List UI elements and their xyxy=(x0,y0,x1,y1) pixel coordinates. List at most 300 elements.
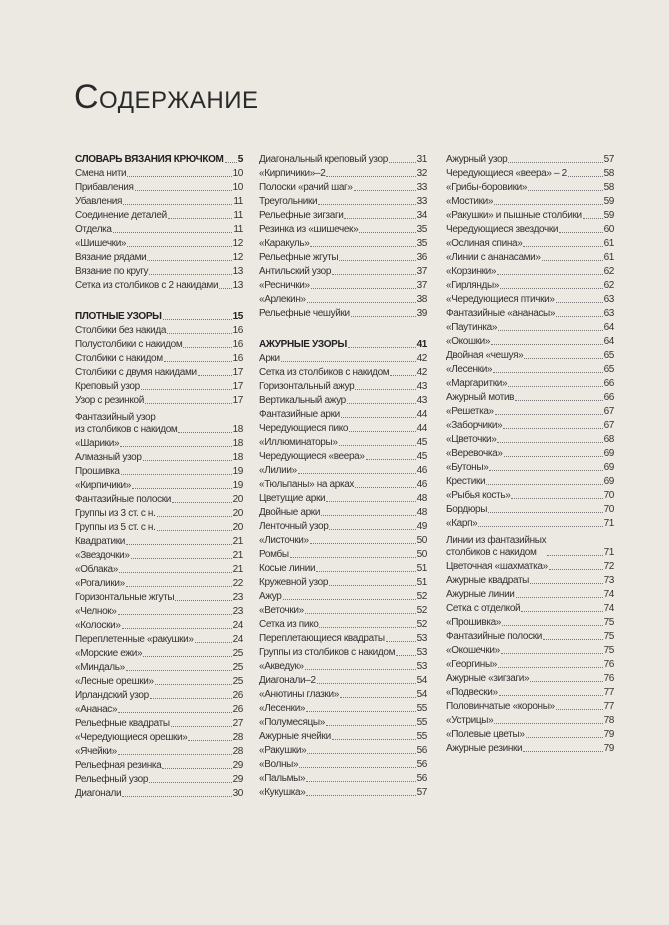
dot-leader xyxy=(281,361,416,362)
toc-entry[interactable] xyxy=(259,367,427,381)
toc-entry-title: «Тюльпаны» на арках xyxy=(259,479,355,491)
toc-entry-title: Ажурные «зигзаги» xyxy=(446,673,530,684)
toc-entry[interactable] xyxy=(259,280,427,294)
toc-entry[interactable] xyxy=(446,561,614,575)
dot-leader xyxy=(118,754,232,755)
toc-entry[interactable] xyxy=(446,266,614,280)
toc-entry-page: 45 xyxy=(416,451,427,463)
toc-entry-title: Цветущие арки xyxy=(259,493,326,505)
toc-entry-page: 64 xyxy=(603,322,614,333)
toc-entry[interactable] xyxy=(75,238,243,252)
dot-leader xyxy=(298,473,416,474)
toc-entry-title: Рельефные зигзаги xyxy=(259,210,344,221)
toc-entry-title: Ленточный узор xyxy=(259,521,329,533)
dot-leader xyxy=(198,375,232,376)
toc-entry[interactable] xyxy=(75,168,243,182)
toc-entry[interactable] xyxy=(75,438,243,452)
toc-entry[interactable] xyxy=(446,294,614,308)
dot-leader xyxy=(495,414,603,415)
toc-entry[interactable] xyxy=(259,521,427,535)
toc-entry[interactable] xyxy=(446,617,614,631)
toc-entry-page: 11 xyxy=(233,224,243,235)
toc-entry-title: ПЛОТНЫЕ УЗОРЫ xyxy=(75,311,162,323)
toc-entry-title: Прошивка xyxy=(75,466,120,478)
toc-entry-page: 61 xyxy=(603,238,614,249)
toc-entry-page: 29 xyxy=(232,774,243,786)
toc-entry[interactable] xyxy=(446,364,614,378)
toc-entry[interactable] xyxy=(259,773,427,787)
toc-entry[interactable] xyxy=(75,676,243,690)
dot-leader xyxy=(311,288,416,289)
toc-entry[interactable] xyxy=(446,420,614,434)
toc-section-heading[interactable] xyxy=(75,154,243,168)
toc-entry-title: «Полумесяцы» xyxy=(259,717,325,729)
toc-entry-page: 42 xyxy=(416,353,427,365)
toc-entry[interactable] xyxy=(446,336,614,350)
toc-entry-page: 58 xyxy=(603,168,614,179)
toc-entry-page: 39 xyxy=(416,308,427,319)
toc-entry-title: Сетка из столбиков с накидом xyxy=(259,367,390,379)
toc-entry[interactable] xyxy=(446,154,614,168)
toc-entry[interactable] xyxy=(75,409,243,438)
dot-leader xyxy=(167,333,232,334)
toc-entry[interactable] xyxy=(75,746,243,760)
toc-entry[interactable] xyxy=(75,606,243,620)
toc-entry-page: 76 xyxy=(603,659,614,670)
toc-entry-title: «Маргаритки» xyxy=(446,378,508,389)
toc-entry[interactable] xyxy=(75,224,243,238)
toc-entry[interactable] xyxy=(446,168,614,182)
toc-entry-page: 76 xyxy=(603,673,614,684)
toc-entry[interactable] xyxy=(75,280,243,294)
toc-entry-title: «Ракушки» xyxy=(259,745,307,757)
dot-leader xyxy=(390,375,415,376)
toc-entry-title: Вязание по кругу xyxy=(75,266,149,277)
toc-entry[interactable] xyxy=(75,452,243,466)
toc-entry-title: «Линии с ананасами» xyxy=(446,252,541,263)
toc-entry[interactable] xyxy=(259,210,427,224)
dot-leader xyxy=(339,260,415,261)
toc-entry-title: «Окошки» xyxy=(446,336,491,347)
toc-entry[interactable] xyxy=(259,381,427,395)
toc-entry-page: 17 xyxy=(232,395,243,407)
dot-leader xyxy=(122,628,232,629)
toc-entry[interactable] xyxy=(446,659,614,673)
toc-entry-title: Столбики с двумя накидами xyxy=(75,367,197,379)
toc-entry-title: Треугольники xyxy=(259,196,318,207)
toc-entry[interactable] xyxy=(259,647,427,661)
toc-entry-page: 63 xyxy=(603,294,614,305)
toc-entry[interactable] xyxy=(75,564,243,578)
dot-leader xyxy=(122,796,231,797)
dot-leader xyxy=(143,656,231,657)
toc-entry[interactable] xyxy=(259,535,427,549)
toc-entry[interactable] xyxy=(75,732,243,746)
toc-entry-page: 59 xyxy=(603,196,614,207)
toc-entry-page: 5 xyxy=(237,154,243,165)
toc-entry[interactable] xyxy=(446,406,614,420)
dot-leader xyxy=(141,389,232,390)
toc-entry[interactable] xyxy=(75,339,243,353)
dot-leader xyxy=(317,683,416,684)
dot-leader xyxy=(132,488,232,489)
toc-entry-page: 12 xyxy=(232,238,243,249)
dot-leader xyxy=(310,246,415,247)
toc-entry[interactable] xyxy=(75,182,243,196)
toc-entry[interactable] xyxy=(446,280,614,294)
toc-entry[interactable] xyxy=(259,423,427,437)
toc-entry-page: 70 xyxy=(603,504,614,515)
toc-entry[interactable] xyxy=(75,774,243,788)
toc-entry[interactable] xyxy=(446,532,614,561)
toc-entry[interactable] xyxy=(259,437,427,451)
toc-entry-title: Алмазный узор xyxy=(75,452,142,464)
toc-entry-title: «Облака» xyxy=(75,564,118,576)
section-spacer xyxy=(75,294,243,311)
toc-entry[interactable] xyxy=(446,645,614,659)
dot-leader xyxy=(326,176,415,177)
toc-entry[interactable] xyxy=(259,409,427,423)
toc-entry-title: «Заборчики» xyxy=(446,420,503,431)
dot-leader xyxy=(355,487,415,488)
dot-leader xyxy=(145,403,232,404)
toc-entry-page: 28 xyxy=(232,746,243,758)
toc-entry[interactable] xyxy=(259,577,427,591)
dot-leader xyxy=(175,600,231,601)
toc-entry[interactable] xyxy=(75,522,243,536)
toc-entry[interactable] xyxy=(446,224,614,238)
toc-entry-title: Переплетающиеся квадраты xyxy=(259,633,385,645)
toc-entry-page: 48 xyxy=(416,507,427,519)
toc-entry[interactable] xyxy=(446,448,614,462)
toc-entry[interactable] xyxy=(446,673,614,687)
toc-entry[interactable] xyxy=(259,493,427,507)
dot-leader xyxy=(118,614,232,615)
toc-entry[interactable] xyxy=(446,196,614,210)
dot-leader xyxy=(157,516,232,517)
dot-leader xyxy=(359,232,415,233)
toc-entry-title: «Акведук» xyxy=(259,661,304,673)
toc-entry-page: 73 xyxy=(603,575,614,586)
dot-leader xyxy=(521,611,602,612)
toc-entry[interactable] xyxy=(446,504,614,518)
toc-entry[interactable] xyxy=(446,603,614,617)
toc-entry[interactable] xyxy=(259,395,427,409)
toc-entry[interactable] xyxy=(446,378,614,392)
toc-entry-page: 55 xyxy=(416,731,427,743)
toc-entry[interactable] xyxy=(446,238,614,252)
toc-entry[interactable] xyxy=(75,788,243,802)
dot-leader xyxy=(290,557,416,558)
dot-leader xyxy=(530,681,602,682)
toc-entry[interactable] xyxy=(75,480,243,494)
toc-entry[interactable] xyxy=(259,182,427,196)
dot-leader xyxy=(583,218,603,219)
toc-entry-title: «Лесенки» xyxy=(259,703,306,715)
toc-entry-page: 49 xyxy=(416,521,427,533)
toc-section-heading[interactable] xyxy=(259,339,427,353)
toc-entry[interactable] xyxy=(446,701,614,715)
toc-entry-title: «Рогалики» xyxy=(75,578,125,590)
toc-entry[interactable] xyxy=(259,689,427,703)
toc-entry[interactable] xyxy=(75,578,243,592)
toc-entry[interactable] xyxy=(75,266,243,280)
toc-entry[interactable] xyxy=(75,395,243,409)
toc-entry-page: 36 xyxy=(416,252,427,263)
toc-entry-page: 54 xyxy=(416,675,427,687)
toc-entry-title: «Кирпичики» xyxy=(75,480,132,492)
dot-leader xyxy=(126,544,232,545)
toc-entry-title: Половинчатые «короны» xyxy=(446,701,555,712)
toc-entry-page: 50 xyxy=(416,549,427,561)
toc-entry-title: Линии из фантазийных столбиков с накидом xyxy=(446,535,547,558)
toc-entry-title: Смена нити xyxy=(75,168,127,179)
dot-leader xyxy=(149,782,231,783)
dot-leader xyxy=(354,190,416,191)
toc-entry[interactable] xyxy=(75,718,243,732)
toc-entry[interactable] xyxy=(75,760,243,774)
toc-entry[interactable] xyxy=(259,563,427,577)
toc-entry-title: Ажурный узор xyxy=(446,154,508,165)
toc-entry[interactable] xyxy=(75,196,243,210)
toc-entry[interactable] xyxy=(446,434,614,448)
toc-entry[interactable] xyxy=(446,182,614,196)
toc-entry[interactable] xyxy=(259,661,427,675)
dot-leader xyxy=(488,512,602,513)
toc-entry[interactable] xyxy=(75,690,243,704)
toc-entry[interactable] xyxy=(446,322,614,336)
toc-entry-page: 77 xyxy=(603,701,614,712)
toc-entry-title: «Прошивка» xyxy=(446,617,502,628)
toc-entry-title: Столбики с накидом xyxy=(75,353,163,365)
toc-entry-title: Антильский узор xyxy=(259,266,332,277)
dot-leader xyxy=(486,484,602,485)
toc-entry[interactable] xyxy=(446,687,614,701)
toc-entry-page: 70 xyxy=(603,490,614,501)
toc-entry-page: 41 xyxy=(416,339,427,351)
toc-entry[interactable] xyxy=(259,479,427,493)
toc-entry[interactable] xyxy=(75,536,243,550)
toc-entry[interactable] xyxy=(259,703,427,717)
toc-entry[interactable] xyxy=(446,518,614,532)
toc-entry-title: «Волны» xyxy=(259,759,299,771)
toc-entry-title: Косые линии xyxy=(259,563,316,575)
toc-entry-page: 74 xyxy=(603,603,614,614)
dot-leader xyxy=(491,344,602,345)
toc-entry-title: Ромбы xyxy=(259,549,289,561)
toc-entry-title: «Морские ежи» xyxy=(75,648,143,660)
dot-leader xyxy=(516,597,603,598)
toc-entry[interactable] xyxy=(259,168,427,182)
toc-section-heading[interactable] xyxy=(75,311,243,325)
toc-entry-page: 57 xyxy=(603,154,614,165)
toc-entry-title: «Каракуль» xyxy=(259,238,310,249)
toc-entry-page: 16 xyxy=(232,325,243,337)
toc-entry[interactable] xyxy=(446,715,614,729)
toc-entry[interactable] xyxy=(446,575,614,589)
toc-entry-page: 29 xyxy=(232,760,243,772)
toc-entry-page: 52 xyxy=(416,591,427,603)
toc-entry[interactable] xyxy=(259,605,427,619)
toc-entry-page: 52 xyxy=(416,605,427,617)
toc-entry[interactable] xyxy=(75,353,243,367)
toc-entry-page: 59 xyxy=(603,210,614,221)
dot-leader xyxy=(178,432,231,433)
toc-entry[interactable] xyxy=(446,392,614,406)
toc-entry[interactable] xyxy=(75,704,243,718)
toc-entry[interactable] xyxy=(446,631,614,645)
toc-entry[interactable] xyxy=(446,743,614,757)
toc-entry[interactable] xyxy=(259,238,427,252)
dot-leader xyxy=(542,260,603,261)
toc-entry-page: 74 xyxy=(603,589,614,600)
toc-entry-page: 64 xyxy=(603,336,614,347)
dot-leader xyxy=(318,204,415,205)
toc-entry-title: «Арлекин» xyxy=(259,294,306,305)
toc-entry[interactable] xyxy=(75,494,243,508)
dot-leader xyxy=(332,739,416,740)
toc-entry[interactable] xyxy=(259,507,427,521)
toc-entry-page: 56 xyxy=(416,773,427,785)
toc-entry-title: Рельефные жгуты xyxy=(259,252,339,263)
toc-entry[interactable] xyxy=(75,592,243,606)
toc-entry[interactable] xyxy=(446,462,614,476)
dot-leader xyxy=(347,403,416,404)
toc-entry-title: «Подвески» xyxy=(446,687,498,698)
toc-entry[interactable] xyxy=(259,154,427,168)
toc-entry-page: 11 xyxy=(233,210,243,221)
toc-entry[interactable] xyxy=(75,634,243,648)
toc-entry-page: 53 xyxy=(416,647,427,659)
dot-leader xyxy=(339,445,416,446)
page-title: Содержание xyxy=(74,78,259,116)
toc-entry-title: Диагонали–2 xyxy=(259,675,316,687)
toc-entry-page: 69 xyxy=(603,462,614,473)
toc-entry[interactable] xyxy=(259,745,427,759)
toc-entry-page: 22 xyxy=(232,578,243,590)
dot-leader xyxy=(172,502,232,503)
toc-entry-title: СЛОВАРЬ ВЯЗАНИЯ КРЮЧКОМ xyxy=(75,154,224,165)
dot-leader xyxy=(494,723,602,724)
dot-leader xyxy=(126,586,232,587)
dot-leader xyxy=(502,625,603,626)
toc-entry[interactable] xyxy=(259,224,427,238)
toc-entry[interactable] xyxy=(259,619,427,633)
toc-entry-page: 56 xyxy=(416,759,427,771)
toc-entry[interactable] xyxy=(75,325,243,339)
toc-entry[interactable] xyxy=(446,490,614,504)
toc-entry-title: «Анютины глазки» xyxy=(259,689,339,701)
toc-entry[interactable] xyxy=(259,294,427,308)
toc-entry-title: «Карп» xyxy=(446,518,478,529)
toc-entry[interactable] xyxy=(259,353,427,367)
toc-entry-page: 52 xyxy=(416,619,427,631)
toc-entry[interactable] xyxy=(259,451,427,465)
section-spacer xyxy=(259,322,427,339)
dot-leader xyxy=(119,572,232,573)
toc-entry[interactable] xyxy=(259,252,427,266)
dot-leader xyxy=(113,232,233,233)
toc-entry[interactable] xyxy=(75,367,243,381)
toc-entry[interactable] xyxy=(259,591,427,605)
toc-entry[interactable] xyxy=(75,550,243,564)
toc-entry-title: «Шарики» xyxy=(75,438,120,450)
toc-entry[interactable] xyxy=(75,210,243,224)
toc-entry-title: Вертикальный ажур xyxy=(259,395,346,407)
toc-entry[interactable] xyxy=(259,787,427,801)
toc-entry-page: 48 xyxy=(416,493,427,505)
toc-entry[interactable] xyxy=(259,266,427,280)
dot-leader xyxy=(157,530,232,531)
dot-leader xyxy=(306,795,415,796)
toc-entry-page: 37 xyxy=(416,266,427,277)
toc-entry-page: 69 xyxy=(603,448,614,459)
toc-entry[interactable] xyxy=(446,476,614,490)
toc-entry[interactable] xyxy=(259,675,427,689)
toc-entry-title: Вязание рядами xyxy=(75,252,147,263)
toc-entry[interactable] xyxy=(75,662,243,676)
toc-entry[interactable] xyxy=(259,196,427,210)
toc-entry-page: 16 xyxy=(232,339,243,351)
toc-entry[interactable] xyxy=(75,381,243,395)
toc-entry[interactable] xyxy=(259,717,427,731)
toc-entry-title: Горизонтальные жгуты xyxy=(75,592,175,604)
toc-entry[interactable] xyxy=(446,729,614,743)
toc-entry[interactable] xyxy=(259,633,427,647)
toc-entry-title: Горизонтальный ажур xyxy=(259,381,355,393)
toc-entry-title: «Звездочки» xyxy=(75,550,130,562)
toc-entry-title: Кружевной узор xyxy=(259,577,329,589)
toc-entry-page: 21 xyxy=(232,550,243,562)
toc-entry[interactable] xyxy=(446,308,614,322)
toc-entry[interactable] xyxy=(259,465,427,479)
toc-entry-title: «Реснички» xyxy=(259,280,310,291)
toc-entry[interactable] xyxy=(259,308,427,322)
toc-entry[interactable] xyxy=(446,252,614,266)
toc-entry-page: 24 xyxy=(232,634,243,646)
toc-entry-page: 33 xyxy=(416,182,427,193)
toc-entry[interactable] xyxy=(259,759,427,773)
dot-leader xyxy=(349,431,415,432)
toc-entry-title: «Чередующиеся птички» xyxy=(446,294,555,305)
toc-entry[interactable] xyxy=(446,589,614,603)
toc-entry[interactable] xyxy=(446,210,614,224)
toc-entry-title: «Корзинки» xyxy=(446,266,497,277)
dot-leader xyxy=(489,470,602,471)
dot-leader xyxy=(355,389,415,390)
toc-entry-title: Креповый узор xyxy=(75,381,140,393)
dot-leader xyxy=(500,288,602,289)
dot-leader xyxy=(498,667,603,668)
toc-entry[interactable] xyxy=(75,620,243,634)
toc-entry-page: 77 xyxy=(603,687,614,698)
toc-entry[interactable] xyxy=(259,549,427,563)
toc-entry[interactable] xyxy=(75,648,243,662)
dot-leader xyxy=(344,218,415,219)
dot-leader xyxy=(188,740,231,741)
toc-entry[interactable] xyxy=(75,508,243,522)
toc-entry-title: Ажурные резинки xyxy=(446,743,523,754)
dot-leader xyxy=(310,543,416,544)
toc-entry[interactable] xyxy=(75,252,243,266)
toc-entry[interactable] xyxy=(75,466,243,480)
toc-entry-title: «Ослиная спина» xyxy=(446,238,523,249)
toc-entry[interactable] xyxy=(446,350,614,364)
dot-leader xyxy=(135,190,232,191)
toc-entry-page: 20 xyxy=(232,522,243,534)
toc-entry-page: 71 xyxy=(603,547,614,558)
toc-entry[interactable] xyxy=(259,731,427,745)
